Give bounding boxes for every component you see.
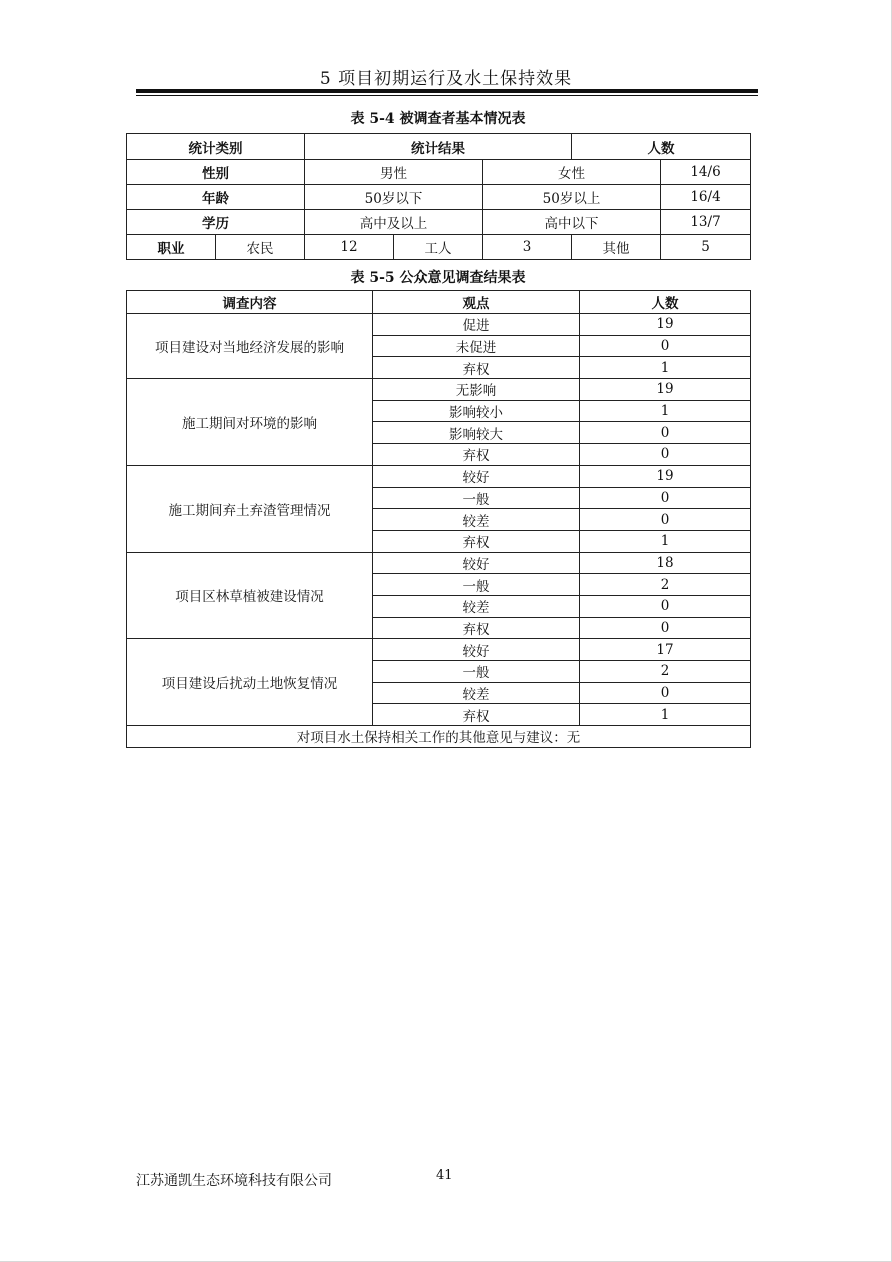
- count-cell: 17: [580, 639, 751, 661]
- survey-topic: 施工期间弃土弃渣管理情况: [127, 465, 373, 552]
- occupation-count: 3: [483, 235, 572, 260]
- viewpoint-cell: 未促进: [373, 335, 580, 357]
- viewpoint-cell: 较好: [373, 639, 580, 661]
- count-cell: 0: [580, 335, 751, 357]
- count-cell: 19: [580, 379, 751, 401]
- viewpoint-cell: 一般: [373, 487, 580, 509]
- viewpoint-cell: 一般: [373, 661, 580, 683]
- survey-topic: 施工期间对环境的影响: [127, 379, 373, 466]
- company-name: 江苏通凯生态环境科技有限公司: [136, 1173, 332, 1189]
- occupation-name: 工人: [394, 235, 483, 260]
- cell-count: 14/6: [661, 160, 751, 185]
- header-rule-thick: [136, 89, 758, 93]
- header-result: 统计结果: [305, 134, 572, 160]
- table-row: [127, 552, 751, 574]
- table-5-4-caption: 表 5-4 被调查者基本情况表: [350, 111, 526, 127]
- table-header-row: [127, 291, 751, 314]
- footer-note: 对项目水土保持相关工作的其他意见与建议：无: [127, 726, 751, 748]
- count-cell: 1: [580, 357, 751, 379]
- viewpoint-cell: 促进: [373, 314, 580, 336]
- count-cell: 0: [580, 509, 751, 531]
- header-count: 人数: [580, 291, 751, 314]
- row-label: 职业: [127, 235, 216, 260]
- occupation-count: 12: [305, 235, 394, 260]
- occupation-name: 其他: [572, 235, 661, 260]
- cell-option-b: 50岁以上: [483, 185, 661, 210]
- cell-option-a: 高中及以上: [305, 210, 483, 235]
- viewpoint-cell: 弃权: [373, 617, 580, 639]
- table-footer-row: [127, 726, 751, 748]
- viewpoint-cell: 较差: [373, 595, 580, 617]
- cell-count: 16/4: [661, 185, 751, 210]
- count-cell: 18: [580, 552, 751, 574]
- count-cell: 1: [580, 530, 751, 552]
- viewpoint-cell: 弃权: [373, 530, 580, 552]
- cell-option-a: 50岁以下: [305, 185, 483, 210]
- count-cell: 0: [580, 682, 751, 704]
- count-cell: 1: [580, 400, 751, 422]
- header-count: 人数: [572, 134, 751, 160]
- header-viewpoint: 观点: [373, 291, 580, 314]
- viewpoint-cell: 弃权: [373, 704, 580, 726]
- public-opinion-table: [126, 290, 751, 748]
- viewpoint-cell: 较差: [373, 509, 580, 531]
- viewpoint-cell: 无影响: [373, 379, 580, 401]
- count-cell: 1: [580, 704, 751, 726]
- table-5-5-caption: 表 5-5 公众意见调查结果表: [350, 270, 526, 286]
- row-label: 年龄: [127, 185, 305, 210]
- table-row: [127, 379, 751, 401]
- viewpoint-cell: 影响较小: [373, 400, 580, 422]
- count-cell: 0: [580, 444, 751, 466]
- viewpoint-cell: 影响较大: [373, 422, 580, 444]
- count-cell: 0: [580, 487, 751, 509]
- occupation-name: 农民: [216, 235, 305, 260]
- table-row: [127, 314, 751, 336]
- count-cell: 2: [580, 574, 751, 596]
- row-label: 性别: [127, 160, 305, 185]
- survey-topic: 项目建设对当地经济发展的影响: [127, 314, 373, 379]
- header-category: 统计类别: [127, 134, 305, 160]
- count-cell: 0: [580, 595, 751, 617]
- viewpoint-cell: 一般: [373, 574, 580, 596]
- occupation-count: 5: [661, 235, 751, 260]
- count-cell: 0: [580, 422, 751, 444]
- table-row: [127, 465, 751, 487]
- viewpoint-cell: 较好: [373, 552, 580, 574]
- viewpoint-cell: 较差: [373, 682, 580, 704]
- cell-option-a: 男性: [305, 160, 483, 185]
- cell-option-b: 高中以下: [483, 210, 661, 235]
- respondent-info-table: [126, 133, 751, 260]
- table-row-age: [127, 185, 751, 210]
- cell-count: 13/7: [661, 210, 751, 235]
- viewpoint-cell: 弃权: [373, 357, 580, 379]
- header-survey-content: 调查内容: [127, 291, 373, 314]
- viewpoint-cell: 较好: [373, 465, 580, 487]
- row-label: 学历: [127, 210, 305, 235]
- chapter-title: 5 项目初期运行及水土保持效果: [319, 69, 573, 89]
- count-cell: 19: [580, 314, 751, 336]
- table-row-education: [127, 210, 751, 235]
- header-rule-thin: [136, 95, 758, 96]
- count-cell: 0: [580, 617, 751, 639]
- page-number: 41: [436, 1168, 453, 1183]
- survey-topic: 项目区林草植被建设情况: [127, 552, 373, 639]
- survey-topic: 项目建设后扰动土地恢复情况: [127, 639, 373, 726]
- opinion-table-body: [127, 314, 751, 726]
- viewpoint-cell: 弃权: [373, 444, 580, 466]
- table-header-row: [127, 134, 751, 160]
- table-row-gender: [127, 160, 751, 185]
- cell-option-b: 女性: [483, 160, 661, 185]
- count-cell: 2: [580, 661, 751, 683]
- count-cell: 19: [580, 465, 751, 487]
- table-row-occupation: [127, 235, 751, 260]
- table-row: [127, 639, 751, 661]
